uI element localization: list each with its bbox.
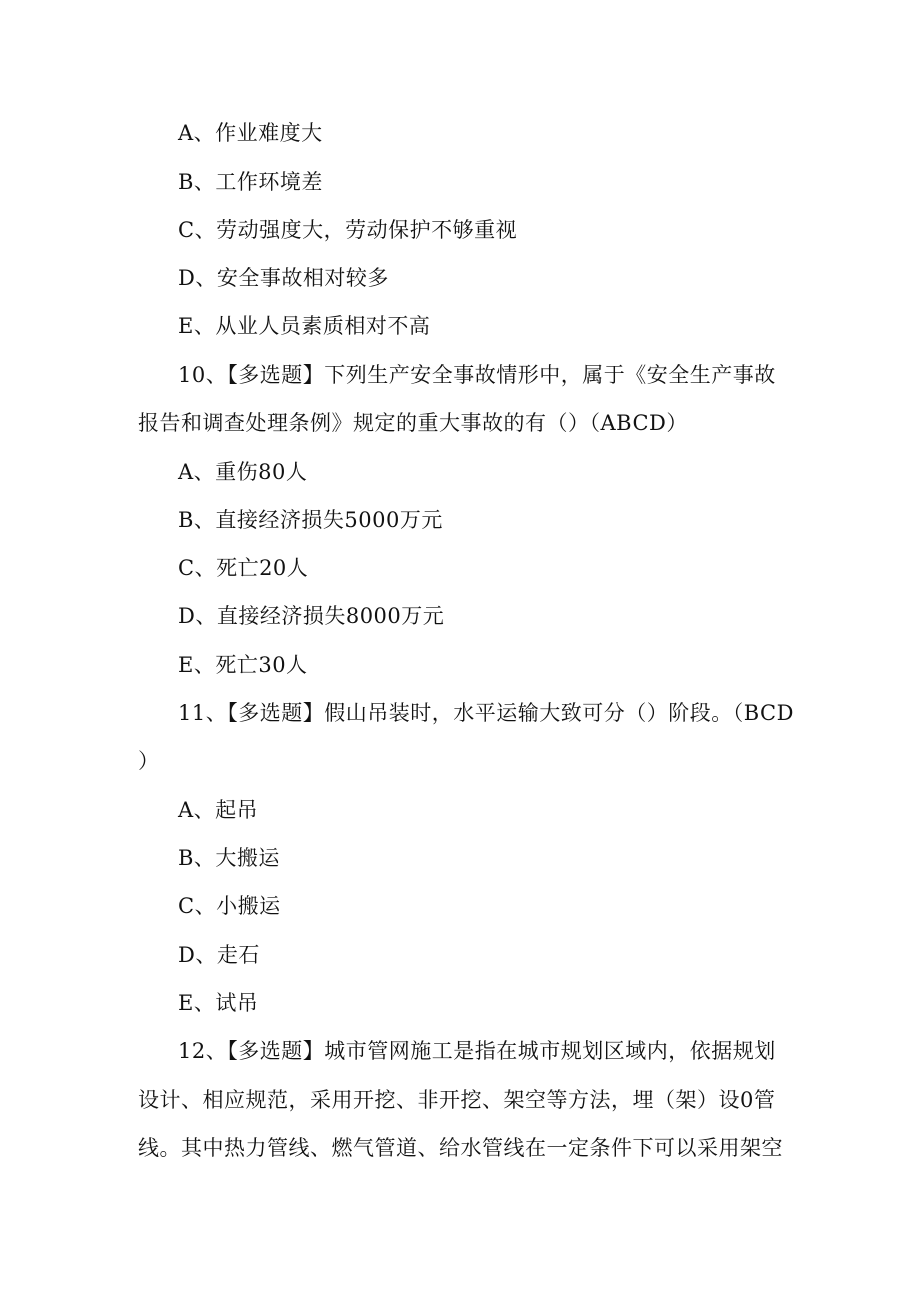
q9-option-b: B、工作环境差 xyxy=(178,170,323,194)
q12-stem-line2: 设计、相应规范，采用开挖、非开挖、架空等方法，埋（架）设0管 xyxy=(138,1088,776,1112)
q11-stem-line2: ） xyxy=(138,749,160,773)
q11-option-b: B、大搬运 xyxy=(178,846,280,870)
q10-option-e: E、死亡30人 xyxy=(178,653,308,677)
q10-option-d: D、直接经济损失8000万元 xyxy=(178,604,445,628)
q10-stem-line2: 报告和调查处理条例》规定的重大事故的有（）（ABCD） xyxy=(138,411,688,435)
q11-option-c: C、小搬运 xyxy=(178,894,281,918)
q9-option-a: A、作业难度大 xyxy=(178,121,323,145)
q12-stem-line1: 12、【多选题】城市管网施工是指在城市规划区域内，依据规划 xyxy=(178,1039,776,1063)
q11-stem-line1: 11、【多选题】假山吊装时，水平运输大致可分（）阶段。（BCD xyxy=(178,701,794,725)
q10-option-a: A、重伤80人 xyxy=(178,460,308,484)
q11-option-e: E、试吊 xyxy=(178,991,259,1015)
q9-option-c: C、劳动强度大，劳动保护不够重视 xyxy=(178,218,518,242)
q10-option-b: B、直接经济损失5000万元 xyxy=(178,508,443,532)
q9-option-e: E、从业人员素质相对不高 xyxy=(178,314,431,338)
q9-option-d: D、安全事故相对较多 xyxy=(178,266,389,290)
q12-stem-line3: 线。其中热力管线、燃气管道、给水管线在一定条件下可以采用架空 xyxy=(138,1136,783,1160)
q10-option-c: C、死亡20人 xyxy=(178,556,309,580)
q11-option-a: A、起吊 xyxy=(178,798,259,822)
q10-stem-line1: 10、【多选题】下列生产安全事故情形中，属于《安全生产事故 xyxy=(178,363,776,387)
q11-option-d: D、走石 xyxy=(178,943,260,967)
